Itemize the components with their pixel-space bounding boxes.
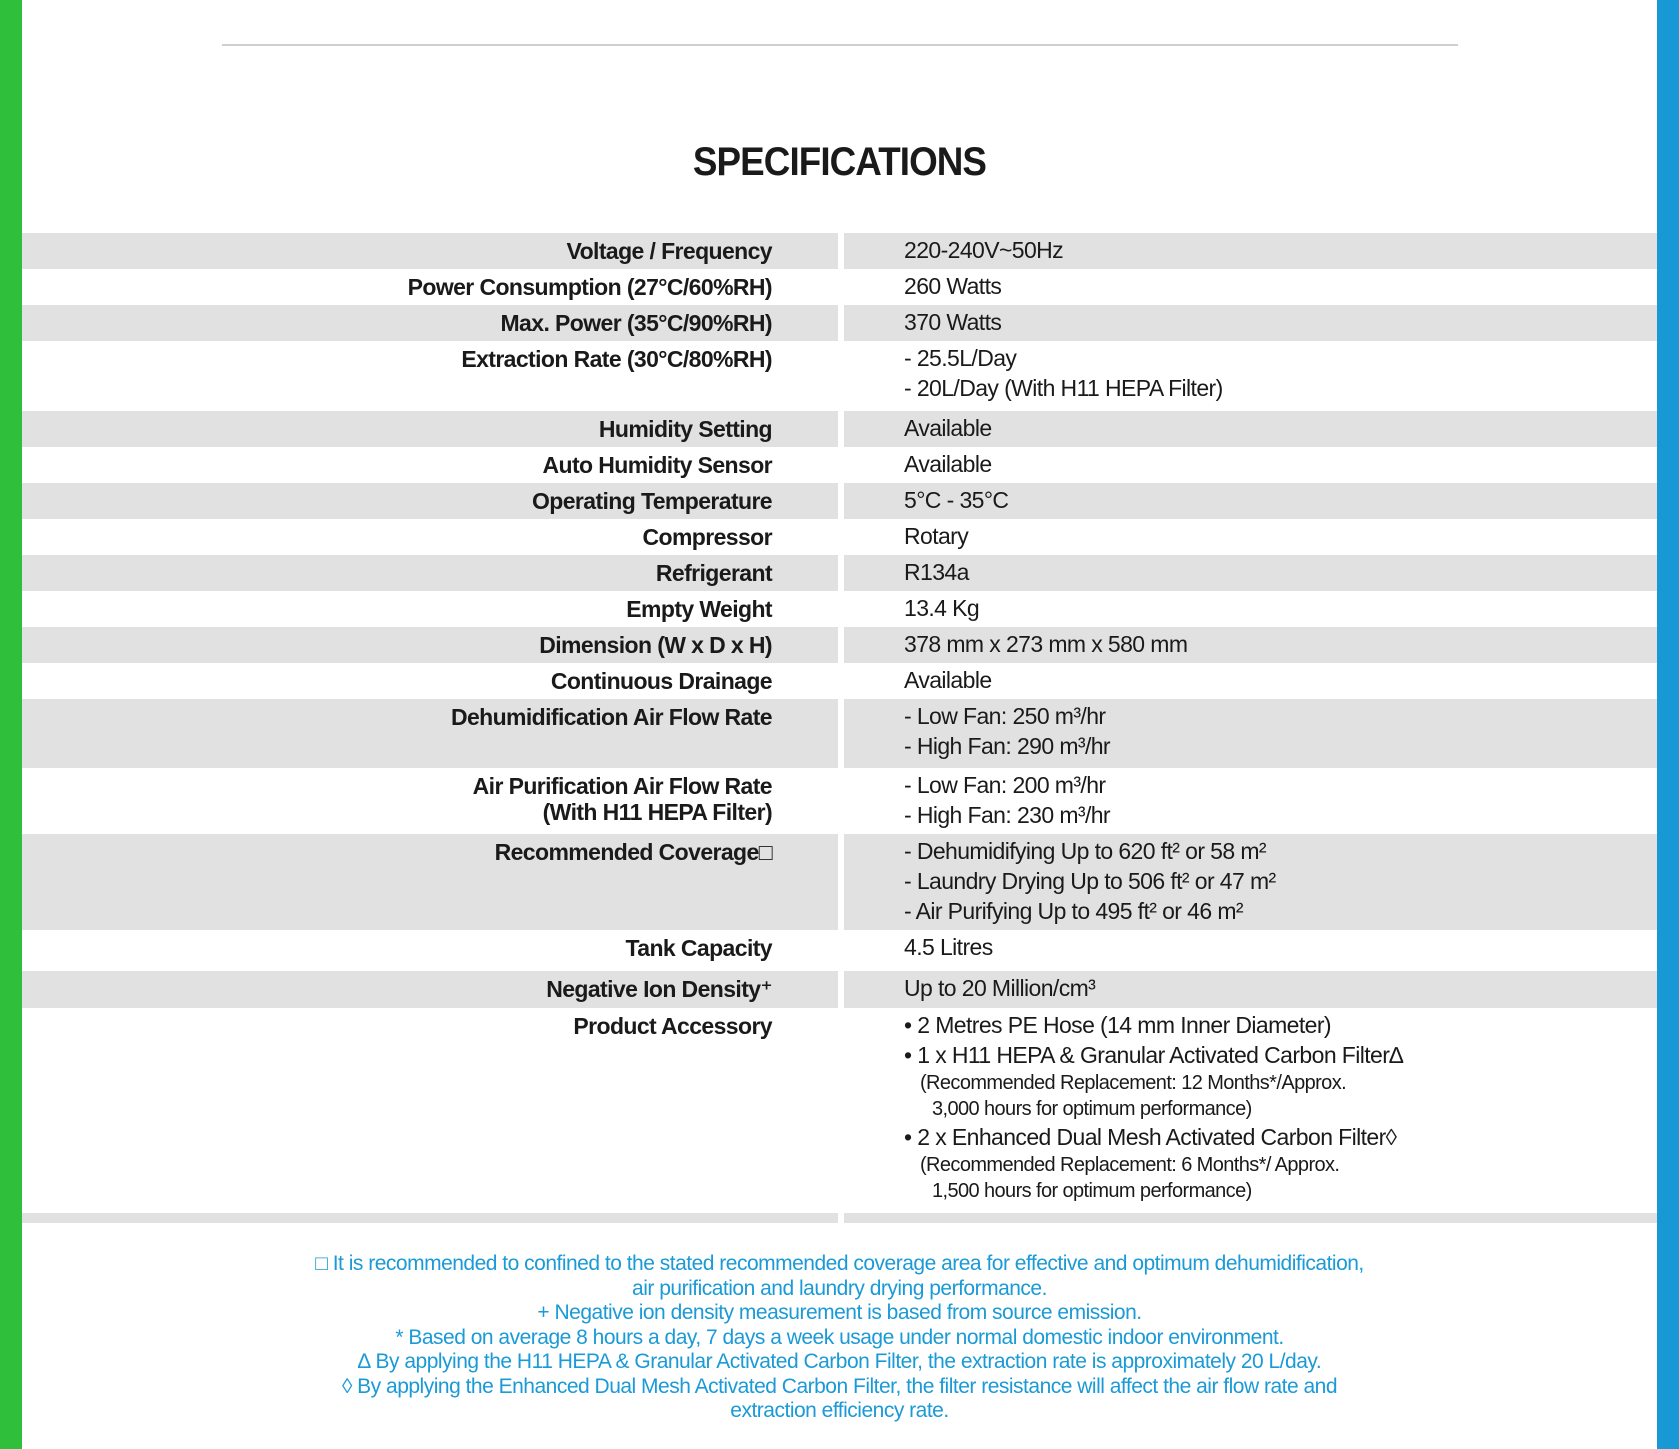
footnote: □ It is recommended to confined to the stated recommended coverage area for effective and optimum dehumidification, bbox=[315, 1252, 1364, 1275]
spec-value: 4.5 Litres bbox=[904, 934, 993, 960]
spec-value: Up to 20 Million/cm³ bbox=[844, 971, 1657, 1008]
spec-value: Rotary bbox=[904, 523, 969, 549]
footnote: * Based on average 8 hours a day, 7 days a week usage under normal domestic indoor environment. bbox=[395, 1325, 1284, 1349]
spec-row bbox=[22, 233, 1657, 269]
spec-label: Product Accessory bbox=[573, 1013, 772, 1039]
spec-value: 220-240V~50Hz bbox=[844, 233, 1657, 269]
spec-row bbox=[22, 834, 1657, 930]
footnote: air purification and laundry drying performance. bbox=[632, 1276, 1047, 1300]
spec-value: R134a bbox=[844, 555, 1657, 591]
spec-value: Available bbox=[844, 411, 1657, 447]
spec-label: Recommended Coverage□ bbox=[22, 834, 838, 930]
footnote: ◊ By applying the Enhanced Dual Mesh Activated Carbon Filter, the filter resistance will affect the air flow rate and bbox=[341, 1374, 1338, 1398]
table-bottom-rule bbox=[844, 1213, 1657, 1223]
spec-row bbox=[22, 591, 1657, 627]
spec-value: • 2 Metres PE Hose (14 mm Inner Diameter) • 1 x H11 HEPA & Granular Activated Carbon Filter∆ (Recommended Replacement: 12 Months*/Approx. 3,000 hours for optimum performance) • 2 x Enhanced Dual Mesh Activated Carbon Filter◊ (Recommended Replacement: 6 Months*/ Approx. 1,500 hours for optimum performance) bbox=[904, 1012, 1403, 1202]
spec-label: Dehumidification Air Flow Rate bbox=[22, 699, 838, 768]
spec-table bbox=[22, 233, 1657, 1208]
right-accent-bar bbox=[1657, 0, 1679, 1449]
spec-row bbox=[22, 483, 1657, 519]
spec-row bbox=[22, 1008, 1657, 1208]
spec-label: Power Consumption (27°C/60%RH) bbox=[407, 274, 772, 300]
spec-row bbox=[22, 447, 1657, 483]
spec-label: Operating Temperature bbox=[22, 483, 838, 519]
spec-row bbox=[22, 627, 1657, 663]
footnote: + Negative ion density measurement is based from source emission. bbox=[537, 1301, 1142, 1324]
spec-value: 13.4 Kg bbox=[904, 595, 980, 621]
spec-label: Air Purification Air Flow Rate (With H11 HEPA Filter) bbox=[472, 773, 772, 825]
left-accent-bar bbox=[0, 0, 22, 1449]
spec-label: Tank Capacity bbox=[625, 935, 772, 961]
spec-label: Empty Weight bbox=[626, 596, 772, 622]
spec-value: 378 mm x 273 mm x 580 mm bbox=[844, 627, 1657, 663]
footnotes bbox=[22, 1252, 1657, 1424]
top-divider bbox=[222, 44, 1458, 46]
footnote: ∆ By applying the H11 HEPA & Granular Activated Carbon Filter, the extraction rate is approximately 20 L/day. bbox=[357, 1350, 1322, 1373]
spec-row bbox=[22, 411, 1657, 447]
spec-label: Negative Ion Density⁺ bbox=[22, 971, 838, 1008]
spec-value: - 25.5L/Day - 20L/Day (With H11 HEPA Filter) bbox=[904, 345, 1223, 401]
spec-row bbox=[22, 269, 1657, 305]
spec-value: 260 Watts bbox=[904, 273, 1002, 299]
footnote: extraction efficiency rate. bbox=[730, 1399, 949, 1422]
spec-value: - Low Fan: 200 m³/hr - High Fan: 230 m³/hr bbox=[904, 772, 1110, 828]
spec-value: - Dehumidifying Up to 620 ft² or 58 m² - Laundry Drying Up to 506 ft² or 47 m² - Air Purifying Up to 495 ft² or 46 m² bbox=[844, 834, 1657, 930]
spec-row bbox=[22, 971, 1657, 1008]
spec-row bbox=[22, 341, 1657, 411]
spec-label: Auto Humidity Sensor bbox=[542, 452, 772, 478]
spec-label: Dimension (W x D x H) bbox=[22, 627, 838, 663]
spec-label: Continuous Drainage bbox=[550, 668, 772, 694]
page-title: SPECIFICATIONS bbox=[692, 140, 987, 184]
spec-label: Refrigerant bbox=[22, 555, 838, 591]
spec-value: Available bbox=[904, 451, 992, 477]
spec-value: Available bbox=[904, 667, 992, 693]
spec-label: Max. Power (35°C/90%RH) bbox=[22, 305, 838, 341]
spec-row bbox=[22, 519, 1657, 555]
spec-row bbox=[22, 699, 1657, 768]
spec-label: Humidity Setting bbox=[22, 411, 838, 447]
spec-label: Compressor bbox=[642, 524, 772, 550]
spec-value: 5°C - 35°C bbox=[844, 483, 1657, 519]
table-bottom-rule bbox=[22, 1213, 838, 1223]
spec-label: Extraction Rate (30°C/80%RH) bbox=[461, 346, 772, 372]
spec-row bbox=[22, 663, 1657, 699]
spec-value: 370 Watts bbox=[844, 305, 1657, 341]
spec-label: Voltage / Frequency bbox=[22, 233, 838, 269]
spec-row bbox=[22, 555, 1657, 591]
spec-row bbox=[22, 305, 1657, 341]
spec-row bbox=[22, 768, 1657, 834]
spec-value: - Low Fan: 250 m³/hr - High Fan: 290 m³/hr bbox=[844, 699, 1657, 768]
spec-row bbox=[22, 930, 1657, 971]
